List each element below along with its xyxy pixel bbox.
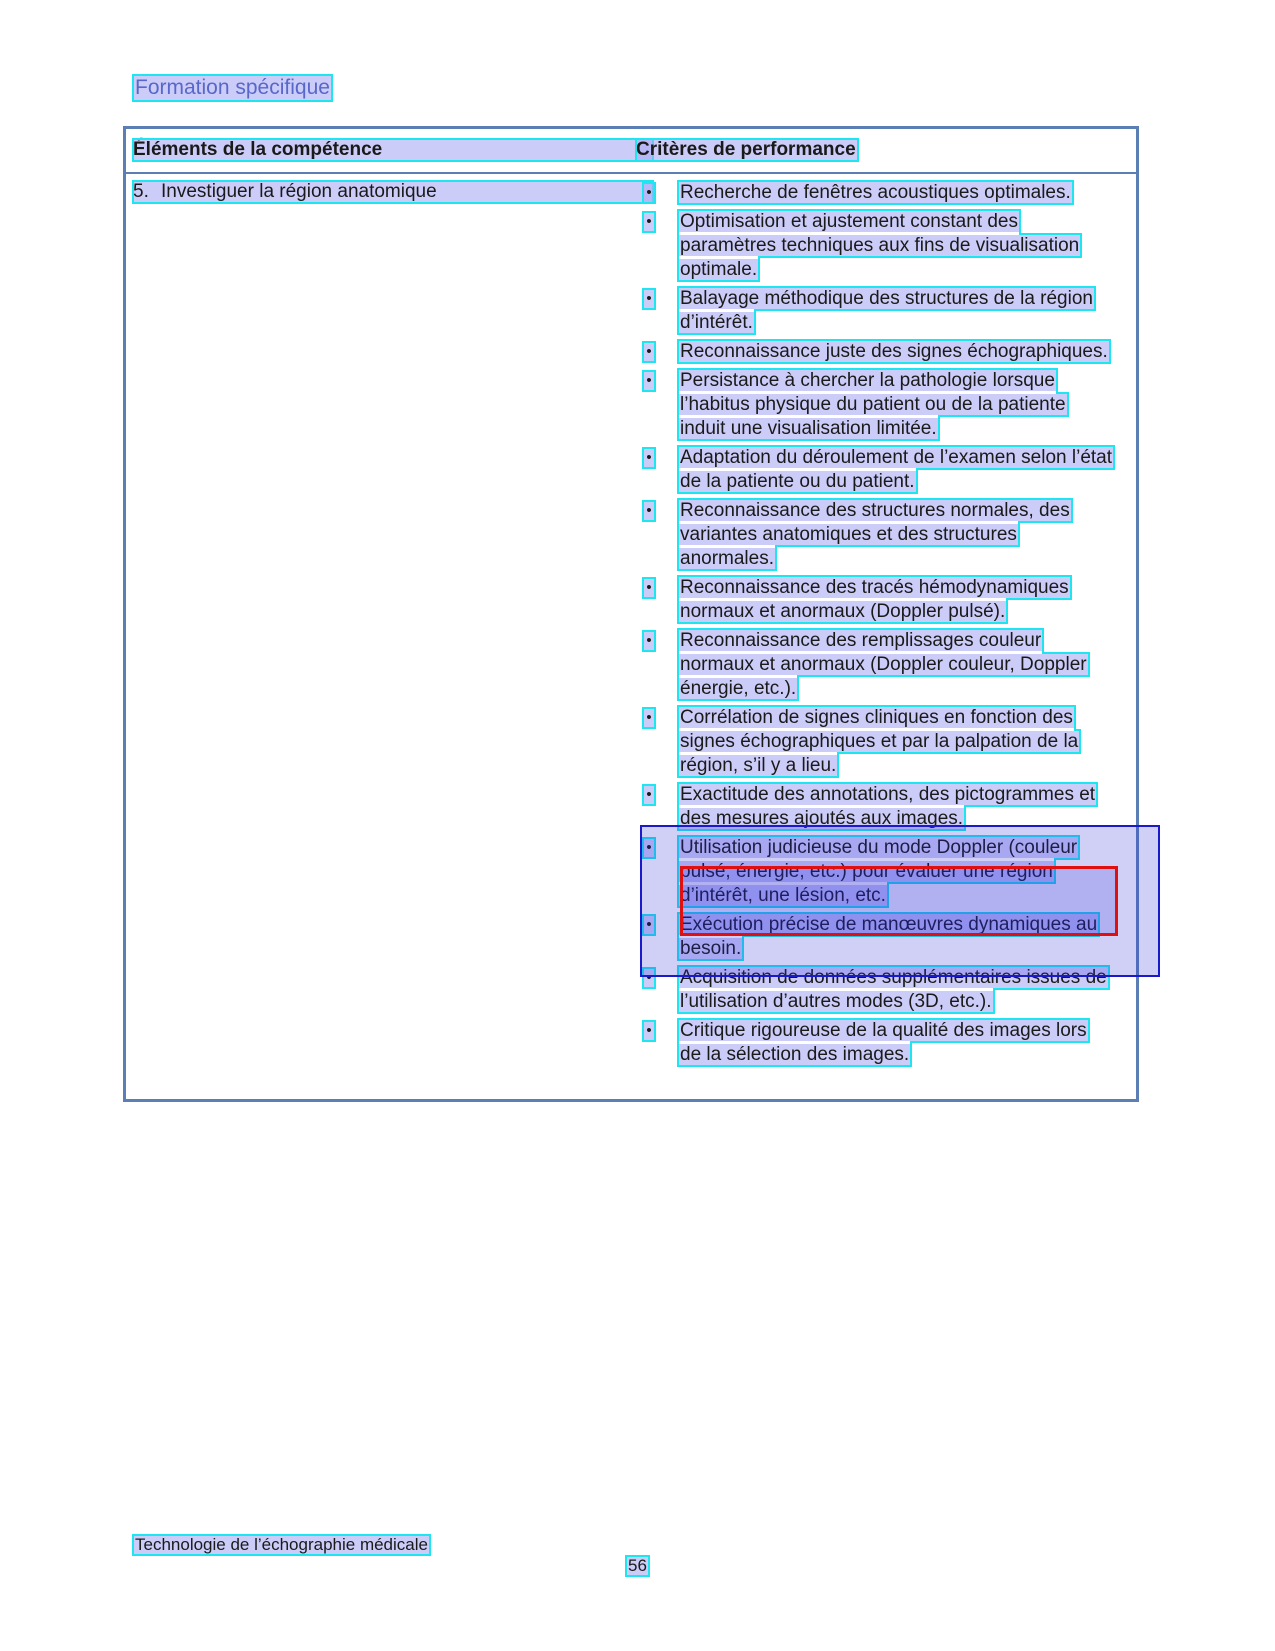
competence-element [133, 181, 653, 203]
criterion-item [643, 210, 1113, 282]
bullet-icon: • [643, 708, 655, 728]
criterion-item [643, 181, 1113, 205]
column-header-criteria: Critères de performance [636, 139, 856, 160]
criteria-list [643, 181, 1113, 1072]
criterion-text[interactable]: Corrélation de signes cliniques en fonction des signes échographiques et par la palpation de la région, s’il y a lieu. [680, 707, 1079, 776]
criterion-text[interactable]: Reconnaissance des tracés hémodynamiques normaux et anormaux (Doppler pulsé). [680, 577, 1069, 622]
column-header-elements: Éléments de la compétence [133, 139, 653, 161]
bullet-icon: • [643, 183, 655, 203]
bullet-icon: • [643, 342, 655, 362]
criterion-item [643, 576, 1113, 624]
criterion-item [643, 966, 1113, 1014]
bullet-icon: • [643, 631, 655, 651]
criterion-text[interactable]: Reconnaissance des structures normales, des variantes anatomiques et des structures anormales. [680, 500, 1070, 569]
criterion-text[interactable]: Reconnaissance juste des signes échographiques. [680, 341, 1108, 362]
bullet-icon: • [643, 785, 655, 805]
header-divider [126, 172, 1136, 174]
bullet-icon: • [643, 371, 655, 391]
bullet-icon: • [643, 1021, 655, 1041]
element-number: 5. [133, 181, 149, 202]
bullet-icon: • [643, 289, 655, 309]
bullet-icon: • [643, 578, 655, 598]
criterion-text[interactable]: Adaptation du déroulement de l’examen selon l’état de la patiente ou du patient. [680, 447, 1113, 492]
criterion-text[interactable]: Optimisation et ajustement constant des paramètres techniques aux fins de visualisation optimale. [680, 211, 1080, 280]
criterion-item [643, 340, 1113, 364]
criterion-text[interactable]: Recherche de fenêtres acoustiques optimales. [680, 182, 1071, 203]
bullet-icon: • [643, 448, 655, 468]
criterion-item [643, 446, 1113, 494]
criterion-text[interactable]: Utilisation judicieuse du mode Doppler (couleur pulsé, énergie, etc.) pour évaluer une région d’intérêt, une lésion, etc. [680, 837, 1078, 906]
criterion-text[interactable]: Reconnaissance des remplissages couleur normaux et anormaux (Doppler couleur, Doppler énergie, etc.). [680, 630, 1087, 699]
criterion-text[interactable]: Persistance à chercher la pathologie lorsque l’habitus physique du patient ou de la patiente induit une visualisation limitée. [680, 370, 1066, 439]
criterion-text[interactable]: Balayage méthodique des structures de la région d’intérêt. [680, 288, 1093, 333]
bullet-icon: • [643, 915, 655, 935]
criterion-item [643, 499, 1113, 571]
criterion-item [643, 369, 1113, 441]
criterion-item [643, 913, 1113, 961]
page-number: 56 [628, 1556, 647, 1575]
criterion-text[interactable]: Exactitude des annotations, des pictogrammes et des mesures ajoutés aux images. [680, 784, 1096, 829]
criterion-item [643, 706, 1113, 778]
bullet-icon: • [643, 212, 655, 232]
footer-title: Technologie de l’échographie médicale [135, 1535, 428, 1554]
element-text: Investiguer la région anatomique [161, 181, 437, 202]
criterion-text[interactable]: Exécution précise de manœuvres dynamiques au besoin. [680, 914, 1098, 959]
criterion-item [643, 783, 1113, 831]
bullet-icon: • [643, 501, 655, 521]
page-header-title: Formation spécifique [135, 76, 330, 99]
competence-table [123, 126, 1139, 1102]
criterion-text[interactable]: Acquisition de données supplémentaires issues de l’utilisation d’autres modes (3D, etc.). [680, 967, 1107, 1012]
bullet-icon: • [643, 968, 655, 988]
criterion-text[interactable]: Critique rigoureuse de la qualité des images lors de la sélection des images. [680, 1020, 1087, 1065]
criterion-item [643, 1019, 1113, 1067]
criterion-item [643, 287, 1113, 335]
criterion-item [643, 836, 1113, 908]
criterion-item [643, 629, 1113, 701]
bullet-icon: • [643, 838, 655, 858]
